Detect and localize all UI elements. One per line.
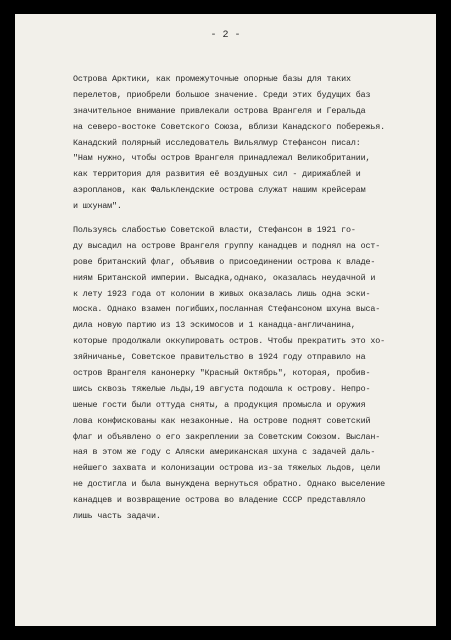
text-line: аэропланов, как Фальклендские острова служат нашим крейсерам <box>73 185 366 196</box>
text-line: лишь часть задачи. <box>73 511 161 522</box>
text-line: которые продолжали оккупировать остров. Чтобы прекратить это хо- <box>73 336 386 347</box>
text-line: лова конфискованы как незаконные. На острове поднят советский <box>73 415 371 426</box>
text-line: как территория для развития её воздушных сил - дирижаблей и <box>73 169 361 180</box>
text-line: значительное внимание привлекали острова Врангеля и Геральда <box>73 105 366 116</box>
text-line: флаг и объявлено о его закреплении за Советским Союзом. Выслан- <box>73 431 381 442</box>
text-line: не достигла и была вынуждена вернуться обратно. Однако выселение <box>73 479 386 490</box>
body-text <box>73 72 423 525</box>
page-number: - 2 - <box>210 30 241 41</box>
text-line: ниям Британской империи. Высадка,однако, оказалась неудачной и <box>73 272 376 283</box>
text-line: Острова Арктики, как промежуточные опорные базы для таких <box>73 74 351 84</box>
text-line: канадцев и возвращение острова во владение СССР представляло <box>73 495 366 506</box>
text-line: рове британский флаг, объявив о присоединении острова к владе- <box>73 256 376 267</box>
text-line: остров Врангеля канонерку "Красный Октябрь", которая, пробив- <box>73 368 371 379</box>
text-line: моска. Однако взамен погибших,посланная Стефансоном шхуна выса- <box>73 304 381 315</box>
text-line: ду высадил на острове Врангеля группу канадцев и поднял на ост- <box>73 240 381 251</box>
text-line: дила новую партию из 13 эскимосов и 1 канадца-англичанина, <box>73 320 356 331</box>
text-line: шеные гости были оттуда сняты, а продукция промысла и оружия <box>73 399 366 410</box>
text-line: Пользуясь слабостью Советской власти, Стефансон в 1921 го- <box>73 225 356 236</box>
text-line: перелетов, приобрели большое значение. Среди этих будущих баз <box>73 89 371 100</box>
text-line: к лету 1923 года от колонии в живых оказалась лишь одна эски- <box>73 288 371 299</box>
paragraph-gap <box>73 215 423 223</box>
text-line: зяйничанье, Советское правительство в 1924 году отправило на <box>73 352 366 363</box>
text-line: шись сквозь тяжелые льды,19 августа подошла к острову. Непро- <box>73 383 371 394</box>
text-line: ная в этом же году с Аляски американская шхуна с задачей даль- <box>73 447 376 458</box>
text-line: Канадский полярный исследователь Вильялмур Стефансон писал: <box>73 137 361 148</box>
text-line: на северо-востоке Советского Союза, вблизи Канадского побережья. <box>73 121 386 132</box>
document-page <box>15 14 436 626</box>
text-line: нейшего захвата и колонизации острова из-за тяжелых льдов, цели <box>73 463 381 474</box>
text-line: и шхунам". <box>73 201 122 212</box>
text-line: "Нам нужно, чтобы остров Врангеля принадлежал Великобритании, <box>73 153 371 164</box>
